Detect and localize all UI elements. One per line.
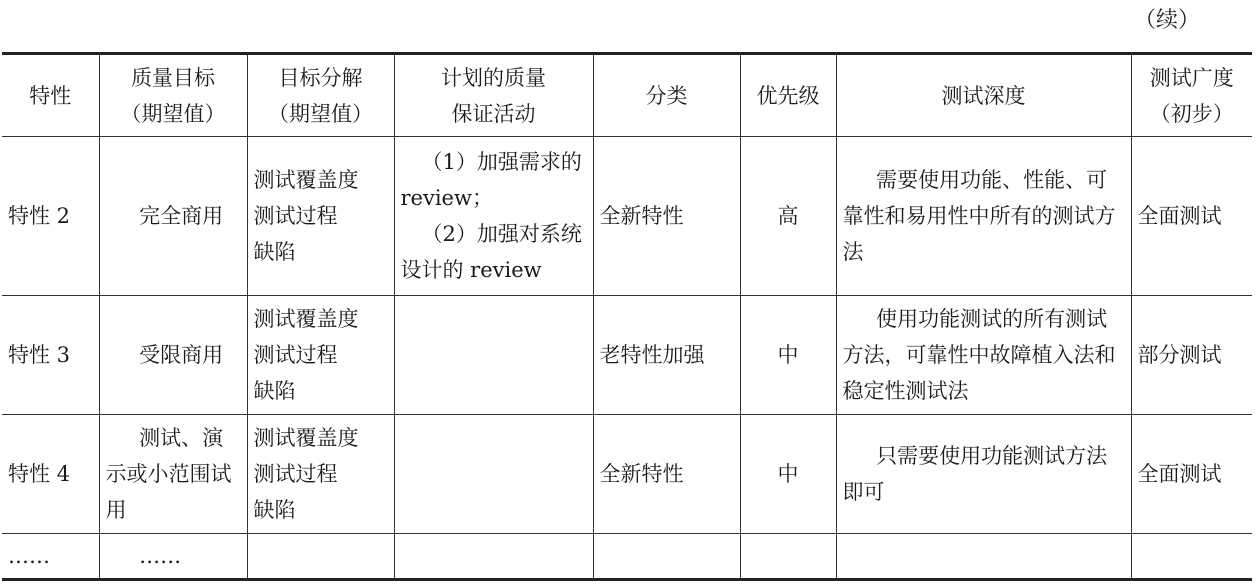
cell-qa-activities [394, 415, 593, 534]
cell-category: 老特性加强 [593, 296, 740, 415]
cell-feature: 特性 2 [2, 137, 99, 296]
cell-feature: 特性 3 [2, 296, 99, 415]
cell-feature: 特性 4 [2, 415, 99, 534]
table-header-row [2, 54, 1252, 137]
header-qa-activities: 计划的质量 保证活动 [394, 54, 593, 137]
table-row [2, 296, 1252, 415]
cell-category: 全新特性 [593, 415, 740, 534]
continued-label: （续） [1133, 8, 1200, 33]
cell-qa-activities [394, 296, 593, 415]
header-category: 分类 [593, 54, 740, 137]
cell-test-breadth: 全面测试 [1131, 137, 1252, 296]
cell-qa-activities [394, 534, 593, 580]
cell-priority [740, 534, 836, 580]
cell-test-depth: 使用功能测试的所有测试方法，可靠性中故障植入法和稳定性测试法 [836, 296, 1131, 415]
cell-quality-goal: 完全商用 [99, 137, 247, 296]
cell-test-depth: 只需要使用功能测试方法即可 [836, 415, 1131, 534]
cell-test-depth: 需要使用功能、性能、可靠性和易用性中所有的测试方法 [836, 137, 1131, 296]
cell-test-breadth [1131, 534, 1252, 580]
header-feature: 特性 [2, 54, 99, 137]
header-test-breadth: 测试广度 （初步） [1131, 54, 1252, 137]
header-goal-breakdown: 目标分解 （期望值） [247, 54, 394, 137]
quality-plan-table [2, 52, 1252, 581]
cell-priority: 中 [740, 296, 836, 415]
table-row [2, 415, 1252, 534]
cell-category [593, 534, 740, 580]
cell-quality-goal: 测试、演示或小范围试用 [99, 415, 247, 534]
cell-test-breadth: 全面测试 [1131, 415, 1252, 534]
cell-test-depth [836, 534, 1131, 580]
cell-quality-goal: 受限商用 [99, 296, 247, 415]
table-row [2, 137, 1252, 296]
cell-goal-breakdown: 测试覆盖度 测试过程 缺陷 [247, 415, 394, 534]
cell-test-breadth: 部分测试 [1131, 296, 1252, 415]
cell-goal-breakdown [247, 534, 394, 580]
header-priority: 优先级 [740, 54, 836, 137]
cell-priority: 中 [740, 415, 836, 534]
header-test-depth: 测试深度 [836, 54, 1131, 137]
header-quality-goal: 质量目标 （期望值） [99, 54, 247, 137]
table-row-ellipsis [2, 534, 1252, 580]
cell-priority: 高 [740, 137, 836, 296]
cell-goal-breakdown: 测试覆盖度 测试过程 缺陷 [247, 137, 394, 296]
cell-feature: …… [2, 534, 99, 580]
cell-quality-goal: …… [99, 534, 247, 580]
cell-goal-breakdown: 测试覆盖度 测试过程 缺陷 [247, 296, 394, 415]
cell-qa-activities: （1）加强需求的 review； （2）加强对系统设计的 review [394, 137, 593, 296]
cell-category: 全新特性 [593, 137, 740, 296]
